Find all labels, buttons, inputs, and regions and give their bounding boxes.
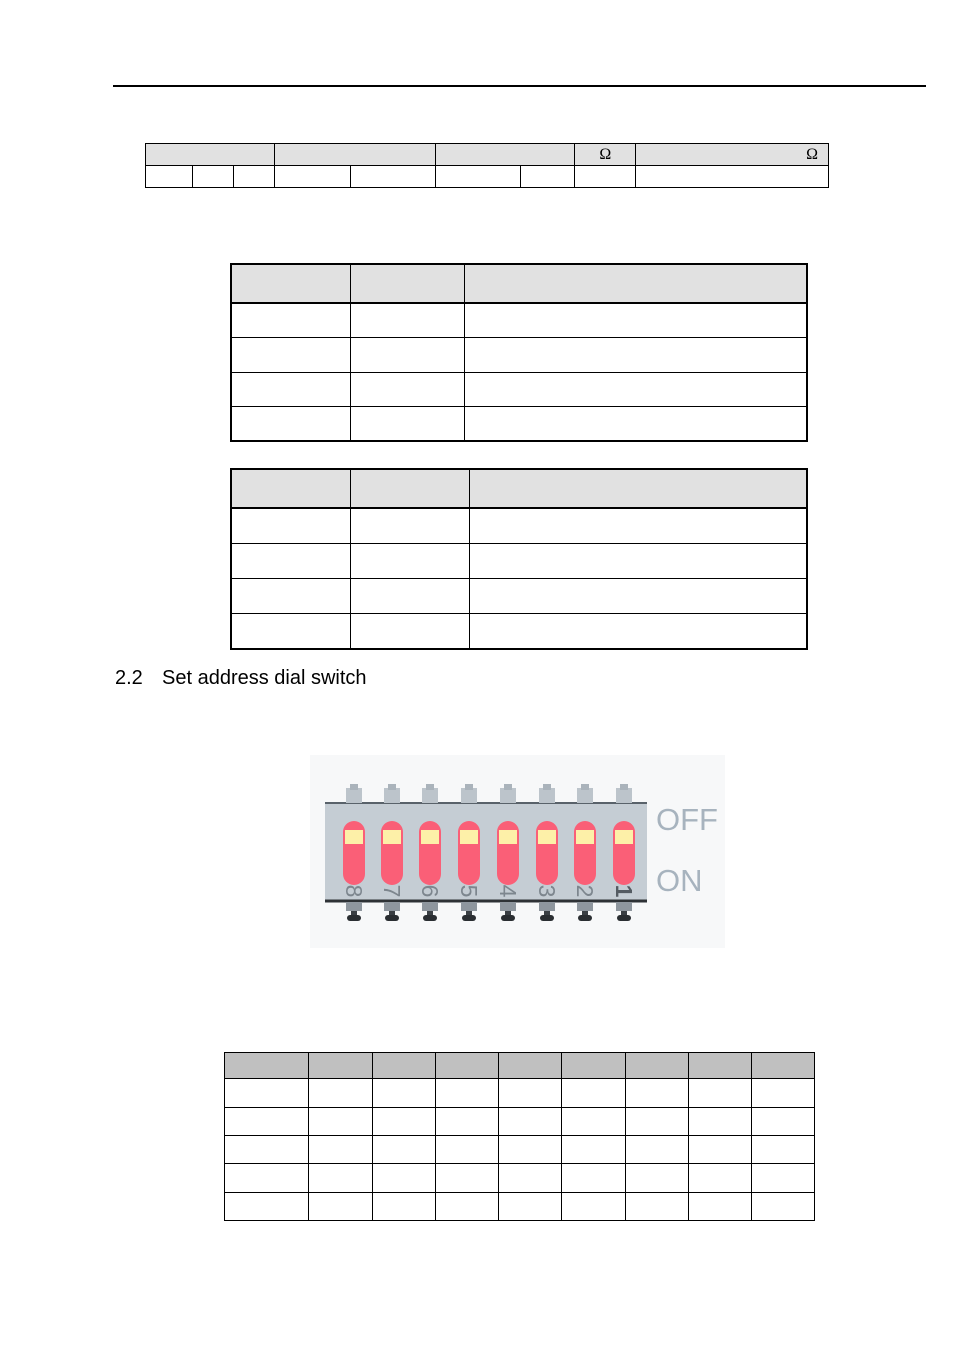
table-cell [309,1192,373,1220]
table-cell [373,1107,436,1135]
header-rule [113,85,926,87]
table-header-cell [464,264,807,303]
switch-number: 3 [534,884,560,898]
bottom-pin [346,902,362,921]
table-cell [146,166,193,188]
table-cell [436,1107,499,1135]
switch-lever [458,821,480,885]
table-cell [231,508,350,544]
table-cell [464,372,807,406]
table-cell [350,614,469,650]
table-header-cell [231,469,350,508]
bottom-pin [461,902,477,921]
bottom-pin [384,902,400,921]
table-cell [499,1164,562,1192]
table-cell [464,406,807,441]
switch-lever [497,821,519,885]
table-cell [626,1164,689,1192]
table-row [225,1107,815,1135]
table-cell [373,1079,436,1107]
bottom-pin [539,902,555,921]
table-cell [350,406,464,441]
table-cell [469,544,807,579]
table-cell [350,372,464,406]
table-cell [499,1107,562,1135]
table-cell [752,1135,815,1163]
table-cell [562,1135,626,1163]
table-header-cell [752,1053,815,1079]
table-cell [464,303,807,338]
table-row [225,1164,815,1192]
bottom-pin [422,902,438,921]
table-cell [436,1079,499,1107]
table-header-cell [225,1053,309,1079]
switch-number: 1 [611,884,637,898]
top-pin [461,784,477,803]
ohm-header-cell: Ω [575,144,636,166]
table-row [146,166,829,188]
table-cell [562,1164,626,1192]
table-cell [192,166,233,188]
bottom-pin [616,902,632,921]
off-label: OFF [656,802,718,837]
table-header-cell [274,144,435,166]
table-row [225,1079,815,1107]
table-cell [575,166,636,188]
table-row [231,544,807,579]
table-header-cell [435,144,575,166]
table-cell [499,1079,562,1107]
table-cell [752,1192,815,1220]
switch-lever [613,821,635,885]
top-pin [384,784,400,803]
section-heading [115,665,367,691]
table-cell [350,579,469,614]
table-cell [626,1192,689,1220]
table-cell [689,1135,752,1163]
table-cell [225,1192,309,1220]
table-header-cell [626,1053,689,1079]
table-cell [231,579,350,614]
table-cell [626,1135,689,1163]
table-cell [626,1079,689,1107]
switch-number: 7 [379,884,405,898]
table-row [225,1192,815,1220]
table-cell [231,614,350,650]
table-cell [469,579,807,614]
table-row [231,614,807,650]
table-cell [231,303,350,338]
table-cell [309,1135,373,1163]
switch-lever [419,821,441,885]
table-row [231,579,807,614]
table-cell [309,1107,373,1135]
table-cell [225,1135,309,1163]
table-header-cell [373,1053,436,1079]
table-cell [626,1107,689,1135]
table-header-cell [350,469,469,508]
table-cell [636,166,829,188]
top-pin [500,784,516,803]
table-cell [231,544,350,579]
table-cell [689,1107,752,1135]
table-cell [562,1079,626,1107]
on-label: ON [656,863,703,898]
table-row [231,406,807,441]
switch-number: 5 [456,884,482,898]
table-row [231,372,807,406]
table-cell [469,614,807,650]
top-pin [422,784,438,803]
table-cell [350,508,469,544]
table-cell [499,1135,562,1163]
table-cell [274,166,350,188]
switch-lever [536,821,558,885]
table-cell [233,166,274,188]
top-pin [346,784,362,803]
section-number: 2.2 [115,667,143,689]
resistance-table [145,143,829,188]
table-row [225,1135,815,1163]
address-table [224,1052,815,1221]
bottom-pin [577,902,593,921]
table-cell [562,1107,626,1135]
table-cell [464,338,807,372]
table-header-row [231,469,807,508]
table-header-cell [146,144,275,166]
table-cell [436,1135,499,1163]
table-cell [436,1164,499,1192]
table-cell [562,1192,626,1220]
switch-lever [574,821,596,885]
table-cell [231,406,350,441]
table-cell [436,1192,499,1220]
dip-switch-figure [310,755,725,948]
settings-table-2 [230,468,808,650]
table-cell [350,303,464,338]
table-cell [373,1135,436,1163]
ohm-header-cell: Ω [636,144,829,166]
table-header-cell [231,264,350,303]
table-cell [499,1192,562,1220]
table-cell [752,1164,815,1192]
table-cell [469,508,807,544]
table-header-cell [309,1053,373,1079]
table-cell [350,166,435,188]
table-cell [231,372,350,406]
table-header-cell [562,1053,626,1079]
bottom-pin [500,902,516,921]
table-cell [373,1192,436,1220]
table-cell [309,1164,373,1192]
table-header-cell [469,469,807,508]
table-cell [689,1164,752,1192]
top-pin [616,784,632,803]
table-cell [225,1164,309,1192]
table-header-cell [350,264,464,303]
dip-switch-diagram [310,755,725,948]
table-cell [521,166,575,188]
switch-lever [381,821,403,885]
bottom-pins [346,902,632,921]
switch-number: 8 [341,884,367,898]
table-cell [752,1107,815,1135]
switch-lever [343,821,365,885]
settings-table-1 [230,263,808,442]
table-cell [309,1079,373,1107]
table-row [231,303,807,338]
switch-number: 2 [572,884,598,898]
section-title: Set address dial switch [162,667,367,689]
table-header-row [231,264,807,303]
table-cell [435,166,521,188]
table-cell [689,1079,752,1107]
table-header-row [146,144,829,166]
table-cell [350,338,464,372]
table-cell [689,1192,752,1220]
top-pin [577,784,593,803]
top-pin [539,784,555,803]
table-header-cell [436,1053,499,1079]
table-header-cell [689,1053,752,1079]
switch-number: 4 [495,884,521,898]
table-cell [231,338,350,372]
table-cell [373,1164,436,1192]
table-cell [225,1079,309,1107]
top-pins [346,784,632,803]
switch-number: 6 [417,884,443,898]
table-cell [350,544,469,579]
table-header-cell [499,1053,562,1079]
table-cell [752,1079,815,1107]
table-cell [225,1107,309,1135]
table-header-row [225,1053,815,1079]
table-row [231,338,807,372]
table-row [231,508,807,544]
